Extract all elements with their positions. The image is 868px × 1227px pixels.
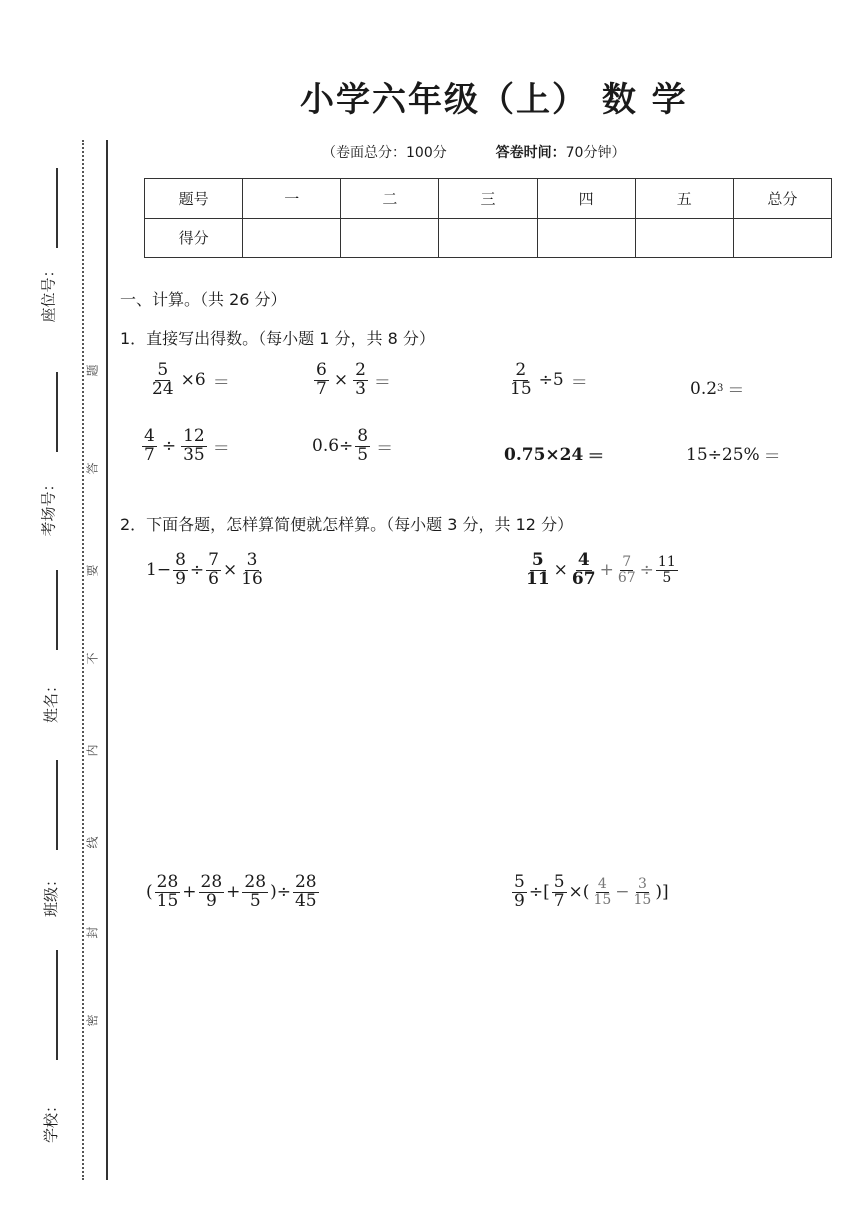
denominator: 24: [152, 378, 174, 399]
fraction: [570, 552, 598, 589]
exam-room-label: 考场号：: [39, 476, 58, 537]
denominator: 5: [357, 444, 369, 465]
numerator: 28: [156, 872, 179, 892]
q2-problem-4: $\frac{5}{9}$ ÷[ $\frac{5}{7}$ ×( $\frac{4}{15}$ − $\frac{3}{15}$ )]: [514, 872, 669, 911]
numerator: 28: [200, 872, 223, 892]
denominator: 67: [571, 568, 596, 589]
fraction: [508, 362, 534, 399]
numerator: 8: [175, 550, 186, 570]
fraction: [616, 555, 638, 585]
fraction: [181, 428, 207, 465]
time-value: 70分钟）: [565, 145, 626, 161]
seat-blank-line: [56, 168, 58, 248]
q1-item-3: $\frac{2}{15}$ ÷5 ＝: [510, 360, 588, 399]
fraction: [293, 874, 319, 911]
seal-warning-char: 封: [85, 926, 100, 939]
seal-warning-char: 要: [85, 564, 100, 577]
q2-problem-2: $\frac{5}{11}$ × $\frac{4}{67}$ + $\frac{7}{67}$ ÷ $\frac{11}{5}$: [526, 550, 676, 589]
name-label: 姓名：: [42, 677, 61, 724]
denominator: 15: [510, 378, 532, 399]
denominator: 9: [514, 890, 525, 911]
seal-warning-char: 题: [85, 364, 100, 377]
numerator: 4: [144, 426, 155, 446]
score-header-cell: 四: [537, 179, 635, 219]
fraction: [242, 874, 268, 911]
denominator: 15: [156, 890, 179, 911]
numerator: 28: [294, 872, 317, 892]
numerator: 2: [515, 360, 527, 380]
question-2-heading: 2．下面各题，怎样算简便就怎样算。（每小题 3 分，共 12 分）: [120, 515, 574, 534]
exam-info: [322, 142, 625, 162]
q1-item-1: $\frac{5}{24}$ ×6 ＝: [152, 360, 230, 399]
numerator: 3: [637, 876, 647, 893]
denominator: 45: [294, 890, 317, 911]
denominator: 7: [553, 890, 565, 911]
exam-room-blank-line: [56, 372, 58, 452]
fraction: [355, 428, 370, 465]
fraction: [314, 362, 329, 399]
seal-warning-char: 不: [85, 652, 100, 665]
fraction: [206, 552, 221, 589]
q1-item-6: 0.6÷ $\frac{8}{5}$ ＝: [312, 426, 394, 465]
q1-item-2: $\frac{6}{7}$ × $\frac{2}{3}$ ＝: [316, 360, 391, 399]
score-input-cell[interactable]: [537, 218, 635, 258]
section-1-heading: 一、计算。（共 26 分）: [120, 290, 287, 309]
numerator: 11: [657, 554, 676, 571]
numerator: 5: [531, 550, 544, 570]
denominator: 11: [526, 568, 550, 589]
denominator: 6: [208, 568, 219, 589]
numerator: 5: [157, 360, 169, 380]
numerator: 4: [577, 550, 590, 570]
seal-warning-char: 线: [85, 836, 100, 849]
q2-problem-3: ( $\frac{28}{15}$ + $\frac{28}{9}$ + $\frac{28}{5}$ )÷ $\frac{28}{45}$: [146, 872, 317, 911]
score-header-cell: 一: [243, 179, 341, 219]
q1-item-4: 0.2 3 ＝: [690, 378, 745, 401]
denominator: 35: [183, 444, 205, 465]
fraction: [591, 877, 613, 907]
class-blank-line: [56, 760, 58, 850]
numerator: 7: [208, 550, 219, 570]
seal-warning-char: 密: [85, 1014, 100, 1027]
score-input-cell[interactable]: [341, 218, 439, 258]
score-input-cell[interactable]: [243, 218, 341, 258]
fraction: [353, 362, 368, 399]
school-label: 学校：: [42, 1097, 61, 1144]
fraction: [632, 877, 654, 907]
fraction: [524, 552, 552, 589]
seal-warning-char: 内: [85, 744, 100, 757]
q2-problem-1: 1− $\frac{8}{9}$ ÷ $\frac{7}{6}$ × $\frac{3}{16}$: [146, 550, 263, 589]
numerator: 6: [316, 360, 327, 380]
numerator: 2: [355, 360, 366, 380]
denominator: 15: [633, 891, 652, 908]
fraction: [512, 874, 527, 911]
score-input-cell[interactable]: [733, 218, 831, 258]
numerator: 8: [357, 426, 369, 446]
fraction: [656, 555, 678, 585]
denominator: 5: [249, 890, 261, 911]
denominator: 3: [355, 378, 366, 399]
score-header-cell: 总分: [733, 179, 831, 219]
fraction: [173, 552, 188, 589]
fraction: [199, 874, 225, 911]
score-table-row: [145, 218, 832, 258]
page-title: 小学六年级（上） 数 学: [300, 80, 688, 120]
score-table-header: [145, 179, 832, 219]
numerator: 5: [553, 872, 565, 892]
denominator: 9: [175, 568, 186, 589]
score-header-cell: 三: [439, 179, 537, 219]
denominator: 16: [241, 568, 263, 589]
denominator: 15: [593, 891, 612, 908]
score-header-cell: 五: [635, 179, 733, 219]
numerator: 5: [514, 872, 525, 892]
denominator: 7: [144, 444, 155, 465]
fraction: [552, 874, 567, 911]
numerator: 28: [244, 872, 267, 892]
score-total: （卷面总分：100分: [322, 145, 447, 161]
score-table: [144, 178, 832, 258]
score-row-label: 得分: [145, 218, 243, 258]
fraction: [239, 552, 265, 589]
denominator: 67: [617, 569, 636, 586]
numerator: 4: [597, 876, 607, 893]
q1-item-7: 0.75×24 ＝: [504, 444, 605, 467]
binding-solid-line: [106, 140, 108, 1180]
fraction: [155, 874, 181, 911]
school-blank-line: [56, 950, 58, 1060]
time-label: 答卷时间：: [495, 145, 566, 161]
denominator: 5: [662, 569, 672, 586]
q1-item-5: $\frac{4}{7}$ ÷ $\frac{12}{35}$ ＝: [144, 426, 230, 465]
name-blank-line: [56, 570, 58, 650]
denominator: 9: [205, 890, 217, 911]
numerator: 12: [183, 426, 205, 446]
numerator: 7: [622, 554, 632, 571]
class-label: 班级：: [42, 871, 61, 918]
denominator: 7: [316, 378, 327, 399]
seal-warning-char: 答: [85, 462, 100, 475]
numerator: 3: [246, 550, 258, 570]
fraction: [142, 428, 157, 465]
score-input-cell[interactable]: [439, 218, 537, 258]
fraction: [150, 362, 176, 399]
q1-item-8: 15÷25% ＝: [686, 444, 781, 467]
seat-label: 座位号：: [39, 262, 58, 323]
score-header-cell: 题号: [145, 179, 243, 219]
score-header-cell: 二: [341, 179, 439, 219]
question-1-heading: 1．直接写出得数。（每小题 1 分，共 8 分）: [120, 329, 435, 348]
score-input-cell[interactable]: [635, 218, 733, 258]
